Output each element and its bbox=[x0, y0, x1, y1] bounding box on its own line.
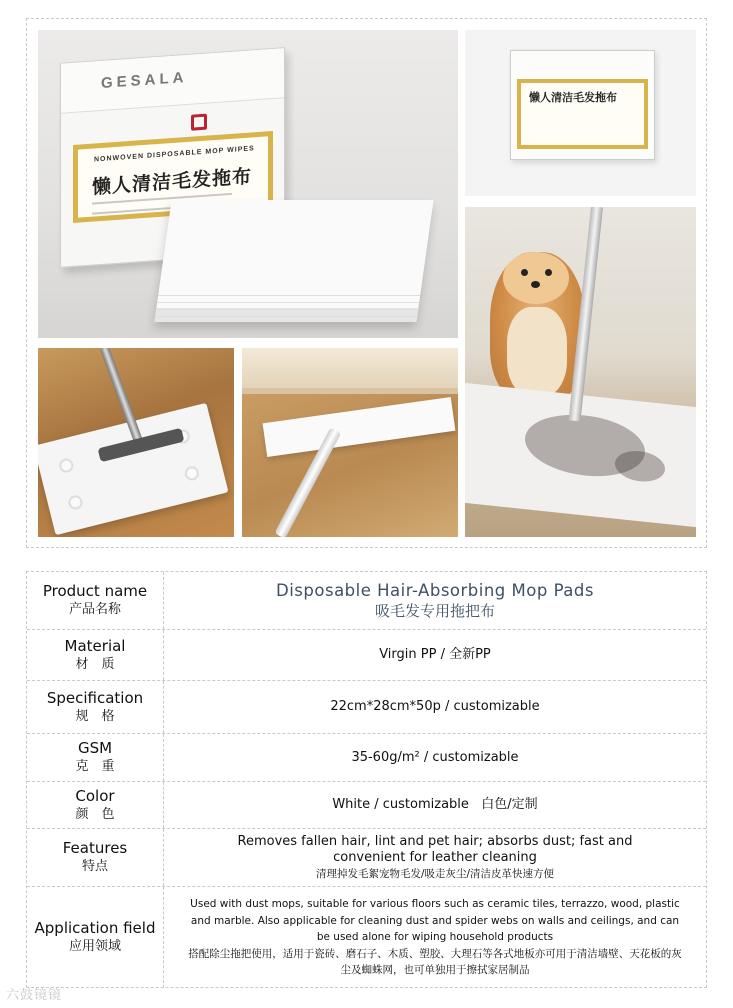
mop-pad bbox=[263, 397, 456, 457]
spec-row-gsm bbox=[27, 734, 706, 782]
label-en: Material bbox=[64, 636, 126, 655]
product-name-cn: 吸毛发专用拖把布 bbox=[374, 602, 495, 620]
watermark: 六鼓镜镜 bbox=[6, 988, 63, 1003]
specification-value: 22cm*28cm*50p / customizable bbox=[330, 699, 540, 714]
features-en: Removes fallen hair, lint and pet hair; absorbs dust; fast and convenient for leather cleaning bbox=[237, 833, 633, 865]
sofa bbox=[242, 348, 458, 394]
application-en: Used with dust mops, suitable for various floors such as ceramic tiles, terrazzo, wood, plastic and marble. Also applicable for cleaning dust and spider webs on walls and ceilings, and can be used alone for wiping household products bbox=[190, 898, 680, 944]
label-en: Product name bbox=[42, 582, 148, 600]
label-en: GSM bbox=[77, 739, 113, 757]
spec-row-specification bbox=[27, 681, 706, 734]
color-value: White / customizable 白色/定制 bbox=[332, 797, 538, 812]
product-name-en: Disposable Hair-Absorbing Mop Pads bbox=[276, 581, 594, 600]
label-en: Color bbox=[75, 786, 115, 805]
material-value: Virgin PP / 全新PP bbox=[379, 647, 491, 662]
spec-row-application bbox=[27, 887, 706, 988]
mop-pad-stack bbox=[154, 200, 433, 322]
spec-row-material bbox=[27, 630, 706, 681]
label-en: Application field bbox=[34, 919, 156, 937]
spec-row-color bbox=[27, 782, 706, 829]
box-title: 懒人清洁毛发拖布 bbox=[92, 165, 253, 199]
label-cn: 材 质 bbox=[75, 656, 115, 672]
mop-under-sofa-photo bbox=[242, 348, 458, 537]
features-cn: 清理掉发毛絮宠物毛发/吸走灰尘/清洁皮革快速方便 bbox=[315, 867, 555, 880]
product-box-front bbox=[510, 50, 655, 160]
label-en: Features bbox=[62, 839, 128, 857]
photo-collage bbox=[26, 18, 707, 548]
label-cn: 应用领域 bbox=[68, 939, 121, 954]
gsm-value: 35-60g/m² / customizable bbox=[351, 749, 519, 765]
label-cn: 克 重 bbox=[75, 759, 115, 774]
brand-logo-icon bbox=[191, 114, 207, 131]
label-cn: 产品名称 bbox=[68, 602, 121, 617]
mop-floor-photo bbox=[38, 348, 234, 537]
dog-mop-photo bbox=[465, 207, 696, 537]
spec-row-features bbox=[27, 829, 706, 887]
product-box-photo bbox=[38, 30, 458, 338]
label-cn: 颜 色 bbox=[75, 806, 115, 822]
label-cn: 规 格 bbox=[75, 708, 115, 724]
spec-row-product-name bbox=[27, 572, 706, 630]
label-en: Specification bbox=[46, 688, 144, 707]
label-cn: 特点 bbox=[81, 859, 108, 874]
product-box-front-photo bbox=[465, 30, 696, 196]
box-front-title: 懒人清洁毛发拖布 bbox=[529, 91, 617, 104]
box-subtitle: NONWOVEN DISPOSABLE MOP WIPES bbox=[94, 145, 255, 164]
application-cn: 搭配除尘拖把使用，适用于瓷砖、磨石子、木质、塑胶、大理石等各式地板亦可用于清洁墙壁、天花板的灰尘及蜘蛛网，也可单独用于擦拭家居制品 bbox=[188, 947, 682, 977]
spec-table bbox=[26, 571, 707, 988]
box-brand: GESALA bbox=[101, 68, 188, 92]
